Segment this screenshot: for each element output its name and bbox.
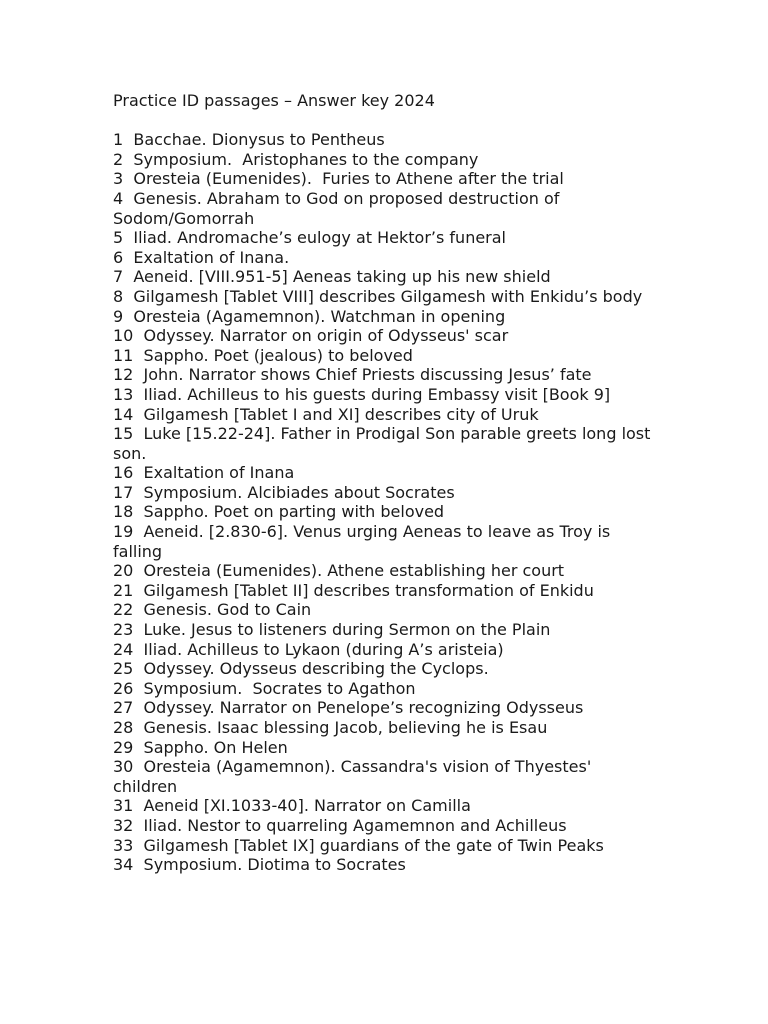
- answer-entry: 14 Gilgamesh [Tablet I and XI] describes city of Uruk: [113, 404, 539, 424]
- answer-entry: 21 Gilgamesh [Tablet II] describes transformation of Enkidu: [113, 580, 594, 600]
- answer-entry: 11 Sappho. Poet (jealous) to beloved: [113, 345, 413, 365]
- answer-entry: 17 Symposium. Alcibiades about Socrates: [113, 482, 455, 502]
- answer-entry: 12 John. Narrator shows Chief Priests discussing Jesus’ fate: [113, 365, 592, 385]
- answer-entry: 9 Oresteia (Agamemnon). Watchman in opening: [113, 306, 506, 326]
- document-title: Practice ID passages – Answer key 2024: [113, 91, 435, 110]
- answer-entry: 23 Luke. Jesus to listeners during Sermon on the Plain: [113, 620, 551, 640]
- answer-entry: 19 Aeneid. [2.830-6]. Venus urging Aeneas to leave as Troy is falling: [113, 522, 616, 561]
- answer-entry: 33 Gilgamesh [Tablet IX] guardians of the gate of Twin Peaks: [113, 835, 604, 855]
- answer-entry: 28 Genesis. Isaac blessing Jacob, believing he is Esau: [113, 718, 548, 737]
- answer-entry: 10 Odyssey. Narrator on origin of Odysseus' scar: [113, 326, 509, 346]
- answer-entry: 29 Sappho. On Helen: [113, 737, 288, 757]
- answer-entry: 24 Iliad. Achilleus to Lykaon (during A’s aristeia): [113, 639, 504, 659]
- answer-entry: 22 Genesis. God to Cain: [113, 600, 312, 620]
- document-page: [113, 91, 656, 875]
- answer-entry: 7 Aeneid. [VIII.951-5] Aeneas taking up his new shield: [113, 267, 551, 287]
- answer-entry: 5 Iliad. Andromache’s eulogy at Hektor’s funeral: [113, 228, 506, 248]
- answer-entry: 30 Oresteia (Agamemnon). Cassandra's vision of Thyestes' children: [113, 757, 597, 796]
- answer-entry: 2 Symposium. Aristophanes to the company: [113, 149, 479, 169]
- answer-entry: 4 Genesis. Abraham to God on proposed destruction of Sodom/Gomorrah: [113, 188, 565, 228]
- answer-key-list: [113, 130, 656, 875]
- answer-entry: 20 Oresteia (Eumenides). Athene establishing her court: [113, 561, 565, 581]
- answer-entry: 13 Iliad. Achilleus to his guests during Embassy visit [Book 9]: [113, 384, 611, 404]
- blank-line: [113, 111, 653, 131]
- answer-entry: 15 Luke [15.22-24]. Father in Prodigal Son parable greets long lost son.: [113, 424, 656, 463]
- answer-entry: 32 Iliad. Nestor to quarreling Agamemnon and Achilleus: [113, 815, 567, 835]
- answer-entry: 25 Odyssey. Odysseus describing the Cyclops.: [113, 659, 489, 679]
- answer-entry: 3 Oresteia (Eumenides). Furies to Athene after the trial: [113, 169, 564, 189]
- answer-entry: 16 Exaltation of Inana: [113, 463, 295, 483]
- answer-entry: 34 Symposium. Diotima to Socrates: [113, 855, 406, 875]
- answer-entry: 26 Symposium. Socrates to Agathon: [113, 678, 416, 698]
- answer-entry: 1 Bacchae. Dionysus to Pentheus: [113, 130, 385, 150]
- answer-entry: 18 Sappho. Poet on parting with beloved: [113, 502, 445, 522]
- answer-entry: 8 Gilgamesh [Tablet VIII] describes Gilgamesh with Enkidu’s body: [113, 286, 643, 306]
- answer-entry: 31 Aeneid [XI.1033-40]. Narrator on Camilla: [113, 796, 471, 816]
- answer-entry: 6 Exaltation of Inana.: [113, 247, 290, 267]
- answer-entry: 27 Odyssey. Narrator on Penelope’s recognizing Odysseus: [113, 698, 584, 718]
